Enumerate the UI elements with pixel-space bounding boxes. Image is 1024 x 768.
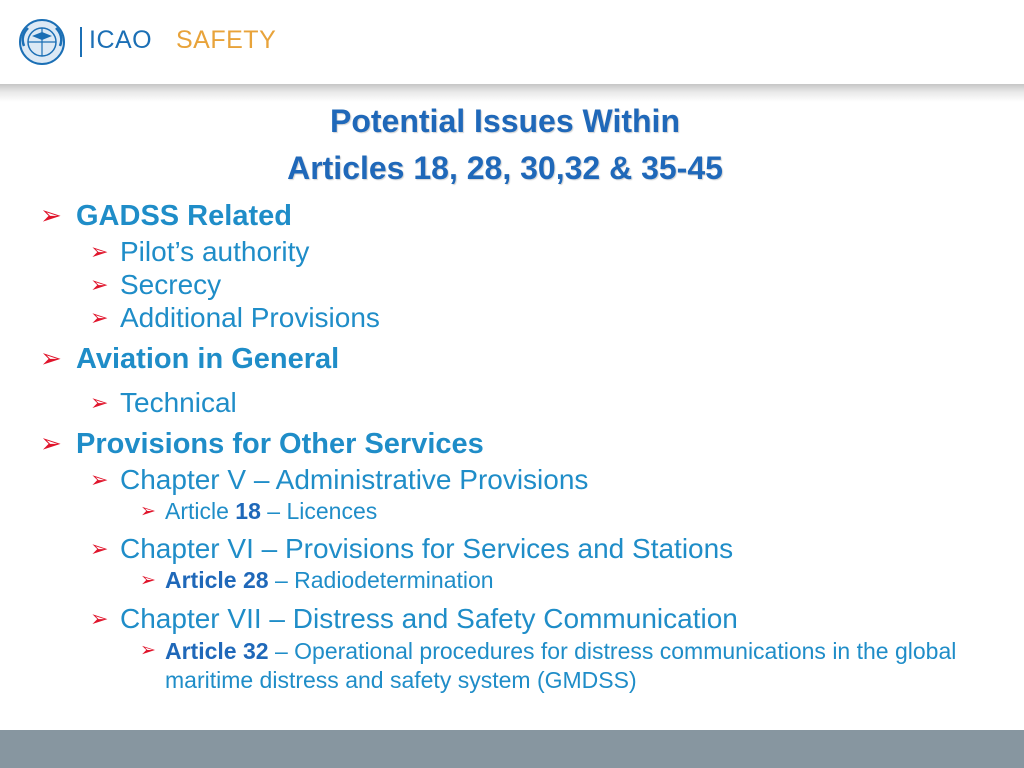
list-item bbox=[90, 236, 309, 268]
bullet-text: Chapter VII – Distress and Safety Communication bbox=[120, 603, 738, 634]
bullet-text: Additional Provisions bbox=[120, 302, 380, 333]
arrow-bullet-icon: ➢ bbox=[140, 501, 156, 522]
org-name: ICAO bbox=[89, 26, 153, 54]
list-item bbox=[140, 637, 985, 695]
arrow-bullet-icon: ➢ bbox=[90, 536, 109, 561]
article-title: – Licences bbox=[260, 498, 378, 524]
arrow-bullet-icon: ➢ bbox=[40, 428, 62, 458]
list-item bbox=[90, 464, 588, 496]
bullet-text: Technical bbox=[120, 387, 237, 418]
arrow-bullet-icon: ➢ bbox=[90, 390, 109, 415]
article-number: 18 bbox=[235, 498, 261, 524]
bullet-text: Pilot’s authority bbox=[120, 236, 310, 267]
arrow-bullet-icon: ➢ bbox=[90, 606, 109, 631]
title-line-1: Potential Issues Within bbox=[330, 103, 680, 139]
list-item bbox=[40, 428, 484, 461]
article-prefix: Article bbox=[165, 498, 236, 524]
header-bar bbox=[0, 0, 1024, 84]
bullet-text bbox=[165, 498, 377, 525]
list-item bbox=[140, 498, 377, 525]
arrow-bullet-icon: ➢ bbox=[140, 640, 156, 661]
list-item bbox=[90, 269, 221, 301]
title-line-2: Articles 18, 28, 30,32 & 35-45 bbox=[287, 150, 723, 186]
arrow-bullet-icon: ➢ bbox=[40, 343, 62, 373]
arrow-bullet-icon: ➢ bbox=[40, 200, 62, 230]
list-item bbox=[140, 567, 494, 594]
bullet-text bbox=[165, 567, 494, 594]
logo-divider bbox=[80, 27, 82, 57]
arrow-bullet-icon: ➢ bbox=[140, 570, 156, 591]
article-title: – Operational procedures for distress communications in the global maritime distress and safety system (GMDSS) bbox=[165, 638, 957, 693]
bullet-text bbox=[165, 637, 985, 695]
program-name: SAFETY bbox=[176, 26, 277, 54]
icao-emblem-icon bbox=[14, 14, 70, 70]
footer-bar bbox=[0, 730, 1024, 768]
bullet-text: Provisions for Other Services bbox=[76, 428, 484, 460]
list-item bbox=[90, 387, 237, 419]
arrow-bullet-icon: ➢ bbox=[90, 239, 109, 264]
list-item bbox=[90, 603, 738, 635]
article-label: Article 28 bbox=[165, 567, 269, 593]
arrow-bullet-icon: ➢ bbox=[90, 305, 109, 330]
slide-title bbox=[0, 98, 1010, 192]
list-item bbox=[90, 533, 733, 565]
bullet-text: Secrecy bbox=[120, 269, 222, 300]
bullet-text: GADSS Related bbox=[76, 200, 292, 232]
arrow-bullet-icon: ➢ bbox=[90, 467, 109, 492]
article-label: Article 32 bbox=[165, 638, 269, 664]
bullet-text: Chapter VI – Provisions for Services and Stations bbox=[120, 533, 734, 564]
article-title: – Radiodetermination bbox=[268, 567, 494, 593]
list-item bbox=[40, 200, 292, 233]
bullet-text: Chapter V – Administrative Provisions bbox=[120, 464, 589, 495]
bullet-text: Aviation in General bbox=[76, 343, 340, 375]
list-item bbox=[90, 302, 380, 334]
list-item bbox=[40, 343, 339, 376]
arrow-bullet-icon: ➢ bbox=[90, 272, 109, 297]
